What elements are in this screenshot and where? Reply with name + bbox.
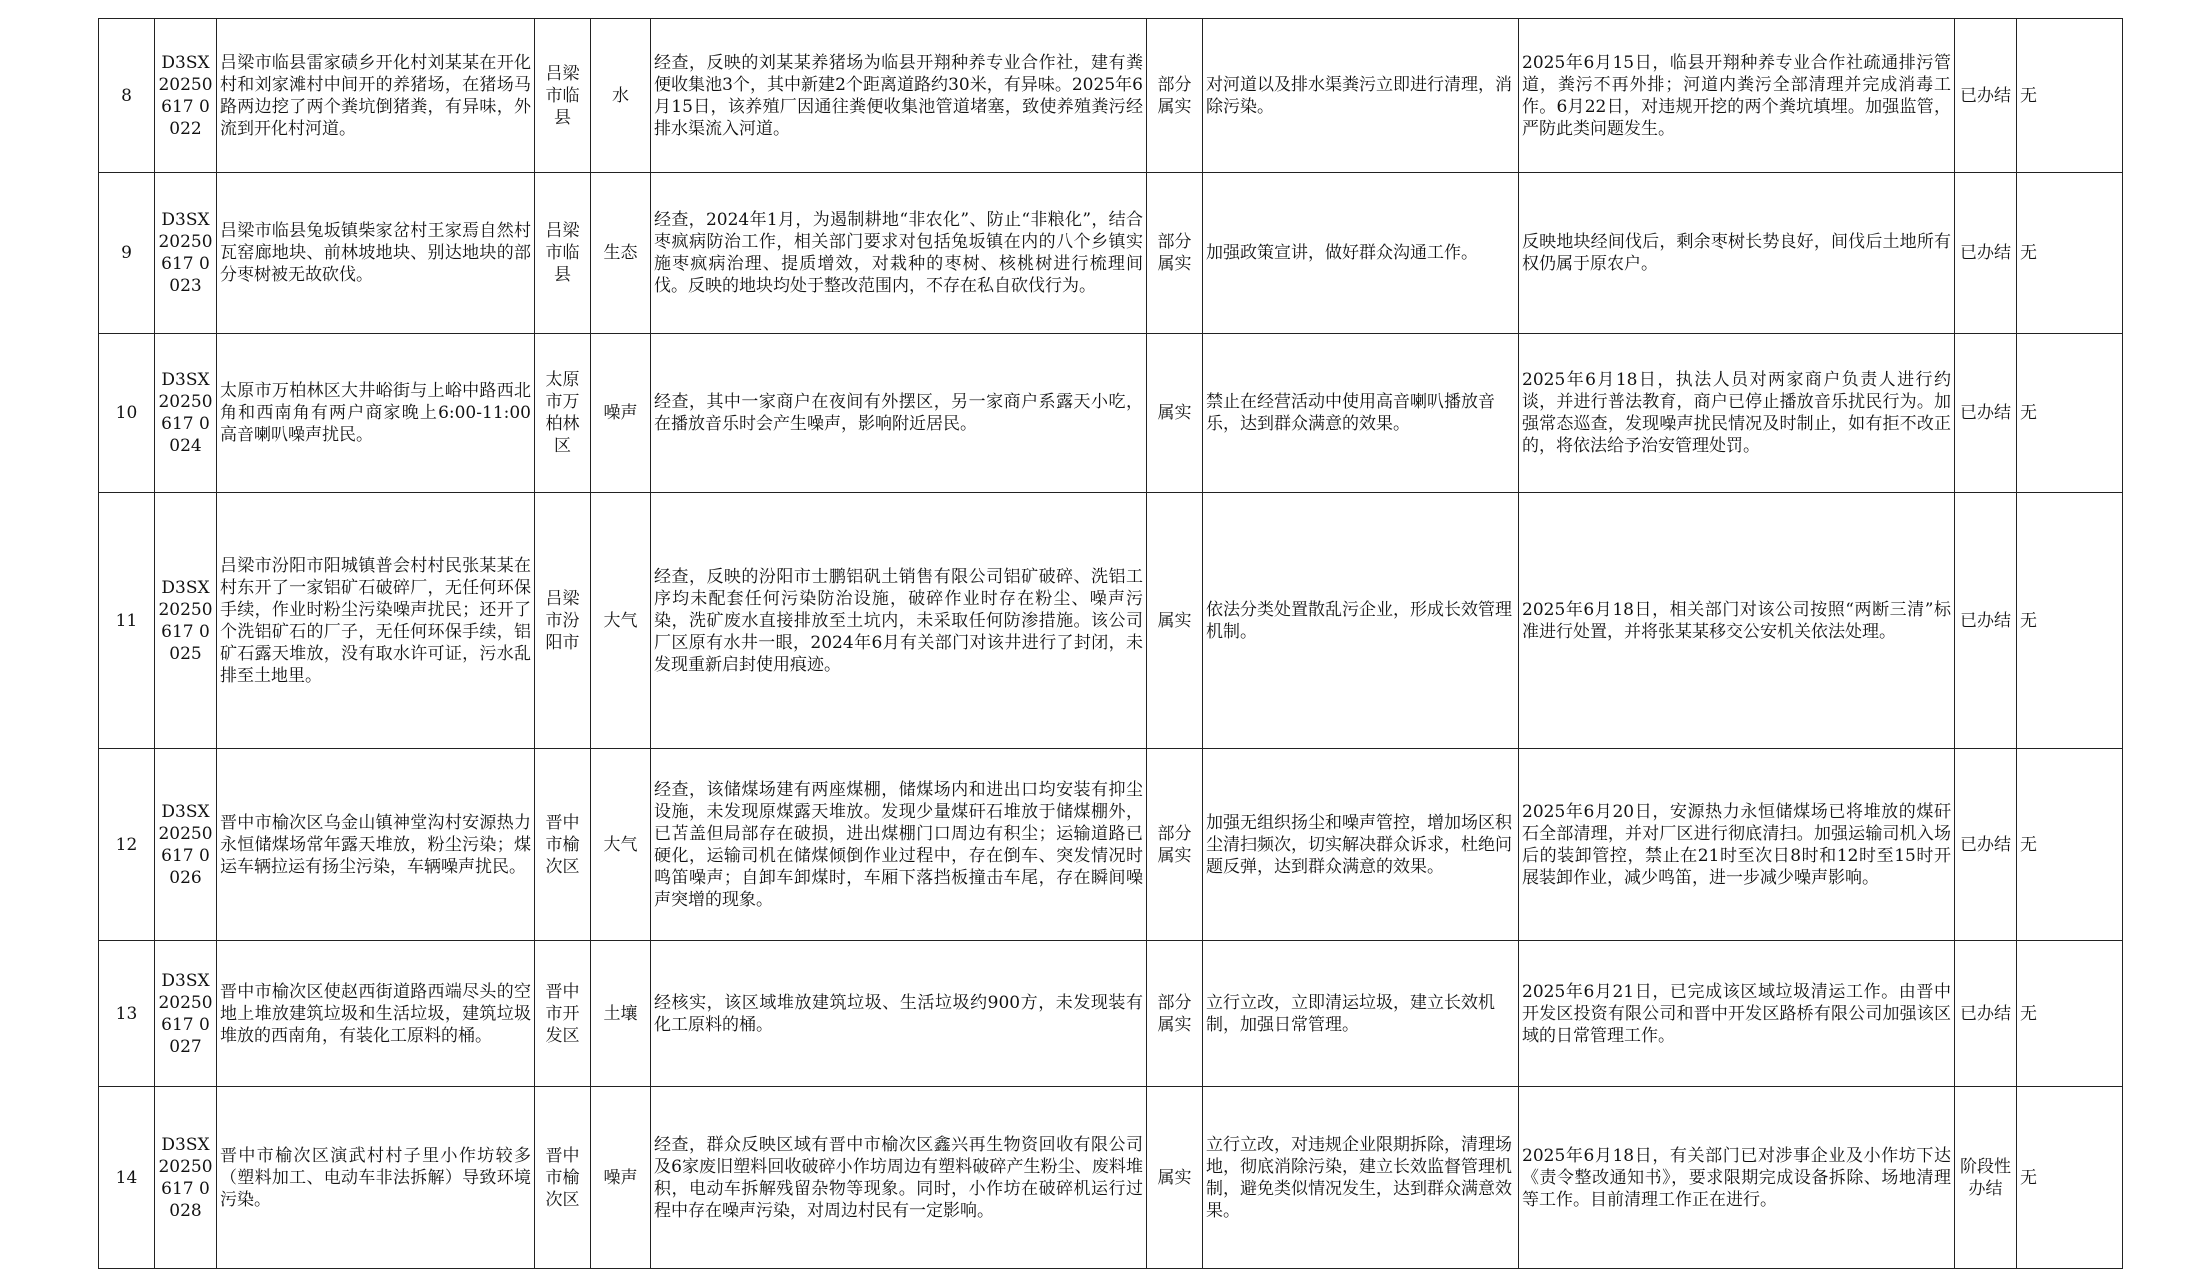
accountability: 无	[2017, 941, 2123, 1087]
case-code: D3SX20250617 0022	[155, 19, 217, 173]
row-number: 11	[99, 493, 155, 749]
verification-verdict: 属实	[1147, 334, 1203, 493]
investigation-finding: 经查，其中一家商户在夜间有外摆区，另一家商户系露天小吃，在播放音乐时会产生噪声，影响附近居民。	[651, 334, 1147, 493]
complaint-content: 太原市万柏林区大井峪街与上峪中路西北角和西南角有两户商家晚上6:00-11:00高音喇叭噪声扰民。	[217, 334, 535, 493]
table-row	[99, 19, 2123, 173]
completion-status: 已办结	[1955, 173, 2017, 334]
pollution-type: 土壤	[591, 941, 651, 1087]
handling-result: 2025年6月15日，临县开翔种养专业合作社疏通排污管道，粪污不再外排；河道内粪污全部清理并完成消毒工作。6月22日，对违规开挖的两个粪坑填埋。加强监管，严防此类问题发生。	[1519, 19, 1955, 173]
accountability: 无	[2017, 19, 2123, 173]
complaint-table	[98, 18, 2123, 1269]
complaint-content: 晋中市榆次区演武村村子里小作坊较多（塑料加工、电动车非法拆解）导致环境污染。	[217, 1087, 535, 1269]
handling-result: 2025年6月18日，执法人员对两家商户负责人进行约谈，并进行普法教育，商户已停止播放音乐扰民行为。加强常态巡查，发现噪声扰民情况及时制止，如有拒不改正的，将依法给予治安管理处罚。	[1519, 334, 1955, 493]
administrative-area: 晋中市开发区	[535, 941, 591, 1087]
complaint-content: 吕梁市临县兔坂镇柴家岔村王家焉自然村瓦窑廊地块、前林坡地块、别达地块的部分枣树被无故砍伐。	[217, 173, 535, 334]
completion-status: 已办结	[1955, 941, 2017, 1087]
verification-verdict: 部分属实	[1147, 173, 1203, 334]
administrative-area: 吕梁市临县	[535, 173, 591, 334]
completion-status: 已办结	[1955, 749, 2017, 941]
table-row	[99, 334, 2123, 493]
pollution-type: 生态	[591, 173, 651, 334]
handling-result: 2025年6月18日，有关部门已对涉事企业及小作坊下达《责令整改通知书》，要求限期完成设备拆除、场地清理等工作。目前清理工作正在进行。	[1519, 1087, 1955, 1269]
complaint-content: 吕梁市汾阳市阳城镇普会村村民张某某在村东开了一家铝矿石破碎厂，无任何环保手续，作业时粉尘污染噪声扰民；还开了个洗铝矿石的厂子，无任何环保手续，铝矿石露天堆放，没有取水许可证，污水乱排至土地里。	[217, 493, 535, 749]
complaint-table-page	[98, 18, 2122, 1269]
table-row	[99, 1087, 2123, 1269]
table-row	[99, 749, 2123, 941]
rectification-measures: 禁止在经营活动中使用高音喇叭播放音乐，达到群众满意的效果。	[1203, 334, 1519, 493]
handling-result: 2025年6月21日，已完成该区域垃圾清运工作。由晋中开发区投资有限公司和晋中开发区路桥有限公司加强该区域的日常管理工作。	[1519, 941, 1955, 1087]
completion-status: 已办结	[1955, 493, 2017, 749]
row-number: 9	[99, 173, 155, 334]
verification-verdict: 属实	[1147, 493, 1203, 749]
investigation-finding: 经查，2024年1月，为遏制耕地“非农化”、防止“非粮化”，结合枣疯病防治工作，相关部门要求对包括兔坂镇在内的八个乡镇实施枣疯病治理、提质增效，对栽种的枣树、核桃树进行梳理间伐。反映的地块均处于整改范围内，不存在私自砍伐行为。	[651, 173, 1147, 334]
administrative-area: 晋中市榆次区	[535, 1087, 591, 1269]
accountability: 无	[2017, 173, 2123, 334]
rectification-measures: 加强政策宣讲，做好群众沟通工作。	[1203, 173, 1519, 334]
investigation-finding: 经查，群众反映区域有晋中市榆次区鑫兴再生物资回收有限公司及6家废旧塑料回收破碎小作坊周边有塑料破碎产生粉尘、废料堆积，电动车拆解残留杂物等现象。同时，小作坊在破碎机运行过程中存在噪声污染，对周边村民有一定影响。	[651, 1087, 1147, 1269]
rectification-measures: 立行立改，对违规企业限期拆除，清理场地，彻底消除污染，建立长效监督管理机制，避免类似情况发生，达到群众满意效果。	[1203, 1087, 1519, 1269]
row-number: 8	[99, 19, 155, 173]
row-number: 12	[99, 749, 155, 941]
rectification-measures: 依法分类处置散乱污企业，形成长效管理机制。	[1203, 493, 1519, 749]
completion-status: 已办结	[1955, 334, 2017, 493]
case-code: D3SX20250617 0023	[155, 173, 217, 334]
case-code: D3SX20250617 0024	[155, 334, 217, 493]
rectification-measures: 对河道以及排水渠粪污立即进行清理，消除污染。	[1203, 19, 1519, 173]
table-row	[99, 941, 2123, 1087]
pollution-type: 噪声	[591, 1087, 651, 1269]
verification-verdict: 部分属实	[1147, 19, 1203, 173]
complaint-content: 晋中市榆次区乌金山镇神堂沟村安源热力永恒储煤场常年露天堆放，粉尘污染；煤运车辆拉运有扬尘污染，车辆噪声扰民。	[217, 749, 535, 941]
table-row	[99, 173, 2123, 334]
investigation-finding: 经查，反映的汾阳市士鹏铝矾土销售有限公司铝矿破碎、洗铝工序均未配套任何污染防治设施，破碎作业时存在粉尘、噪声污染，洗矿废水直接排放至土坑内，未采取任何防渗措施。该公司厂区原有水井一眼，2024年6月有关部门对该井进行了封闭，未发现重新启封使用痕迹。	[651, 493, 1147, 749]
rectification-measures: 加强无组织扬尘和噪声管控，增加场区积尘清扫频次，切实解决群众诉求，杜绝问题反弹，达到群众满意的效果。	[1203, 749, 1519, 941]
administrative-area: 晋中市榆次区	[535, 749, 591, 941]
handling-result: 2025年6月18日，相关部门对该公司按照“两断三清”标准进行处置，并将张某某移交公安机关依法处理。	[1519, 493, 1955, 749]
complaint-content: 吕梁市临县雷家碛乡开化村刘某某在开化村和刘家滩村中间开的养猪场，在猪场马路两边挖了两个粪坑倒猪粪，有异味，外流到开化村河道。	[217, 19, 535, 173]
rectification-measures: 立行立改，立即清运垃圾，建立长效机制，加强日常管理。	[1203, 941, 1519, 1087]
handling-result: 反映地块经间伐后，剩余枣树长势良好，间伐后土地所有权仍属于原农户。	[1519, 173, 1955, 334]
administrative-area: 太原市万柏林区	[535, 334, 591, 493]
accountability: 无	[2017, 1087, 2123, 1269]
accountability: 无	[2017, 749, 2123, 941]
accountability: 无	[2017, 493, 2123, 749]
investigation-finding: 经核实，该区域堆放建筑垃圾、生活垃圾约900方，未发现装有化工原料的桶。	[651, 941, 1147, 1087]
verification-verdict: 部分属实	[1147, 941, 1203, 1087]
completion-status: 阶段性办结	[1955, 1087, 2017, 1269]
pollution-type: 大气	[591, 749, 651, 941]
complaint-content: 晋中市榆次区使赵西街道路西端尽头的空地上堆放建筑垃圾和生活垃圾，建筑垃圾堆放的西南角，有装化工原料的桶。	[217, 941, 535, 1087]
pollution-type: 大气	[591, 493, 651, 749]
accountability: 无	[2017, 334, 2123, 493]
row-number: 13	[99, 941, 155, 1087]
case-code: D3SX20250617 0027	[155, 941, 217, 1087]
row-number: 10	[99, 334, 155, 493]
row-number: 14	[99, 1087, 155, 1269]
table-row	[99, 493, 2123, 749]
verification-verdict: 属实	[1147, 1087, 1203, 1269]
administrative-area: 吕梁市临县	[535, 19, 591, 173]
verification-verdict: 部分属实	[1147, 749, 1203, 941]
investigation-finding: 经查，该储煤场建有两座煤棚，储煤场内和进出口均安装有抑尘设施，未发现原煤露天堆放。发现少量煤矸石堆放于储煤棚外，已苫盖但局部存在破损，进出煤棚门口周边有积尘；运输道路已硬化，运输司机在储煤倾倒作业过程中，存在倒车、突发情况时鸣笛噪声；自卸车卸煤时，车厢下落挡板撞击车尾，存在瞬间噪声突增的现象。	[651, 749, 1147, 941]
case-code: D3SX20250617 0025	[155, 493, 217, 749]
pollution-type: 噪声	[591, 334, 651, 493]
pollution-type: 水	[591, 19, 651, 173]
administrative-area: 吕梁市汾阳市	[535, 493, 591, 749]
handling-result: 2025年6月20日，安源热力永恒储煤场已将堆放的煤矸石全部清理，并对厂区进行彻底清扫。加强运输司机入场后的装卸管控，禁止在21时至次日8时和12时至15时开展装卸作业，减少鸣笛，进一步减少噪声影响。	[1519, 749, 1955, 941]
case-code: D3SX20250617 0026	[155, 749, 217, 941]
completion-status: 已办结	[1955, 19, 2017, 173]
investigation-finding: 经查，反映的刘某某养猪场为临县开翔种养专业合作社，建有粪便收集池3个，其中新建2个距离道路约30米，有异味。2025年6月15日，该养殖厂因通往粪便收集池管道堵塞，致使养殖粪污经排水渠流入河道。	[651, 19, 1147, 173]
case-code: D3SX20250617 0028	[155, 1087, 217, 1269]
